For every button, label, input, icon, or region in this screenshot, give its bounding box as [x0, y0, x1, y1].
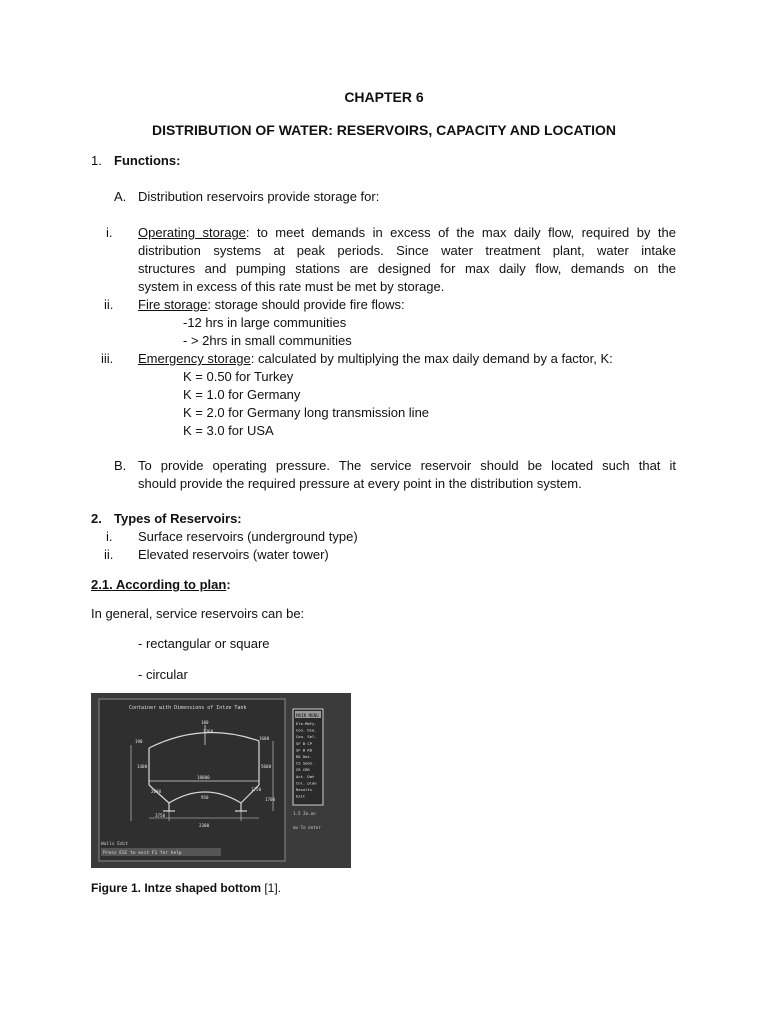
section1-heading: Functions:: [114, 153, 181, 168]
operating-storage-line-1: [138, 224, 676, 242]
figure-menu-item: Con. Sel.: [296, 734, 317, 740]
k-factor: K = 3.0 for USA: [183, 423, 274, 438]
list-marker: i.: [106, 225, 113, 240]
plan-shape: - circular: [138, 667, 188, 682]
item-b-marker: B.: [114, 458, 127, 473]
list-marker: i.: [106, 529, 113, 544]
fire-storage-line: [138, 296, 405, 314]
dimension-label: 1400: [137, 764, 148, 769]
dimension-label: 1360: [203, 729, 214, 734]
intze-tank-figure: [91, 693, 351, 868]
reservoir-type: Surface reservoirs (underground type): [138, 529, 358, 544]
reservoir-type: Elevated reservoirs (water tower): [138, 547, 329, 562]
dimension-label: 2300: [199, 823, 210, 828]
section2-number: 2.: [91, 511, 102, 526]
operating-storage-line-4: system in excess of this rate must be met by storage.: [138, 279, 445, 294]
dimension-label: 1600: [259, 736, 270, 741]
figure-menu-title: MAIN MENU: [296, 713, 319, 718]
operating-storage-text: : to meet demands in excess of the max daily flow, required by the: [245, 225, 676, 240]
item-b-line-1: To provide operating pressure. The service reservoir should be located such that it: [138, 458, 676, 473]
figure-status-line: Press ESC to exit F1 for help: [103, 851, 182, 856]
dimension-label: 2000: [151, 789, 162, 794]
section21-heading-line: [91, 576, 231, 594]
section21-intro: In general, service reservoirs can be:: [91, 606, 305, 621]
fire-storage-sub: - > 2hrs in small communities: [183, 333, 352, 348]
k-factor: K = 0.50 for Turkey: [183, 369, 294, 384]
item-b-line-2: should provide the required pressure at every point in the distribution system.: [138, 476, 582, 491]
figure-menu-item: SF B RD: [296, 747, 313, 753]
emergency-storage-line: [138, 350, 613, 368]
chapter-title: CHAPTER 6: [344, 89, 424, 105]
figure-side-label: mv To enter: [293, 825, 321, 830]
item-a-text: Distribution reservoirs provide storage for:: [138, 189, 380, 204]
figure-status-line: Walls Edit: [101, 842, 129, 847]
dimension-label: 950: [201, 795, 209, 800]
figure-menu-item: Con. Dia.: [296, 727, 317, 733]
emergency-storage-term: Emergency storage: [138, 351, 251, 366]
dimension-label: 100: [201, 720, 209, 725]
fire-storage-sub: -12 hrs in large communities: [183, 315, 347, 330]
figure-menu-item: Results: [296, 787, 313, 792]
figure-menu-item: Ele.Mdfy.: [296, 721, 317, 726]
item-a-marker: A.: [114, 189, 127, 204]
list-marker: ii.: [104, 297, 114, 312]
fire-storage-text: : storage should provide fire flows:: [207, 297, 405, 312]
figure-menu-item: Act. Dat: [296, 773, 315, 779]
figure-menu-item: SF B CP: [296, 740, 313, 746]
figure-menu-item: RD Dat.: [296, 754, 313, 759]
dimension-label: 18000: [197, 775, 210, 780]
section1-number: 1.: [91, 153, 102, 168]
figure-menu-item: CS Sedn.: [296, 760, 315, 766]
figure-side-label: 1.5 Zo.on: [293, 811, 316, 816]
operating-storage-term: Operating storage: [138, 225, 246, 240]
operating-storage-line-2: distribution systems at peak periods. Since water treatment plant, water intake: [138, 243, 676, 258]
figure-caption: [91, 879, 281, 897]
k-factor: K = 2.0 for Germany long transmission line: [183, 405, 430, 420]
figure-menu-item: CR CRR: [296, 767, 310, 773]
k-factor: K = 1.0 for Germany: [183, 387, 301, 402]
emergency-storage-text: : calculated by multiplying the max daily demand by a factor, K:: [250, 351, 613, 366]
list-marker: ii.: [104, 547, 114, 562]
figure-menu-item: Cnl. plan: [296, 780, 317, 786]
section21-colon: :: [226, 577, 231, 592]
figure-menu-item: Exit: [296, 793, 306, 799]
operating-storage-line-3: structures and pumping stations are designed for max daily flow, demands on the: [138, 261, 676, 276]
dimension-label: 1700: [265, 797, 276, 802]
figure-caption-ref: [1].: [264, 881, 282, 895]
dimension-label: 3750: [155, 813, 166, 818]
figure-caption-label: Figure 1. Intze shaped bottom: [91, 881, 265, 895]
dimension-label: 5600: [261, 764, 272, 769]
document-title: DISTRIBUTION OF WATER: RESERVOIRS, CAPACITY AND LOCATION: [151, 122, 617, 138]
figure-screen-title: Container with Dimensions of Intze Tank: [129, 705, 247, 711]
plan-shape: - rectangular or square: [138, 636, 270, 651]
section2-heading: Types of Reservoirs:: [114, 511, 242, 526]
dimension-label: 190: [135, 739, 143, 744]
section21-heading: 2.1. According to plan: [91, 577, 227, 592]
fire-storage-term: Fire storage: [138, 297, 208, 312]
list-marker: iii.: [101, 351, 114, 366]
dimension-label: 1750: [251, 787, 262, 792]
